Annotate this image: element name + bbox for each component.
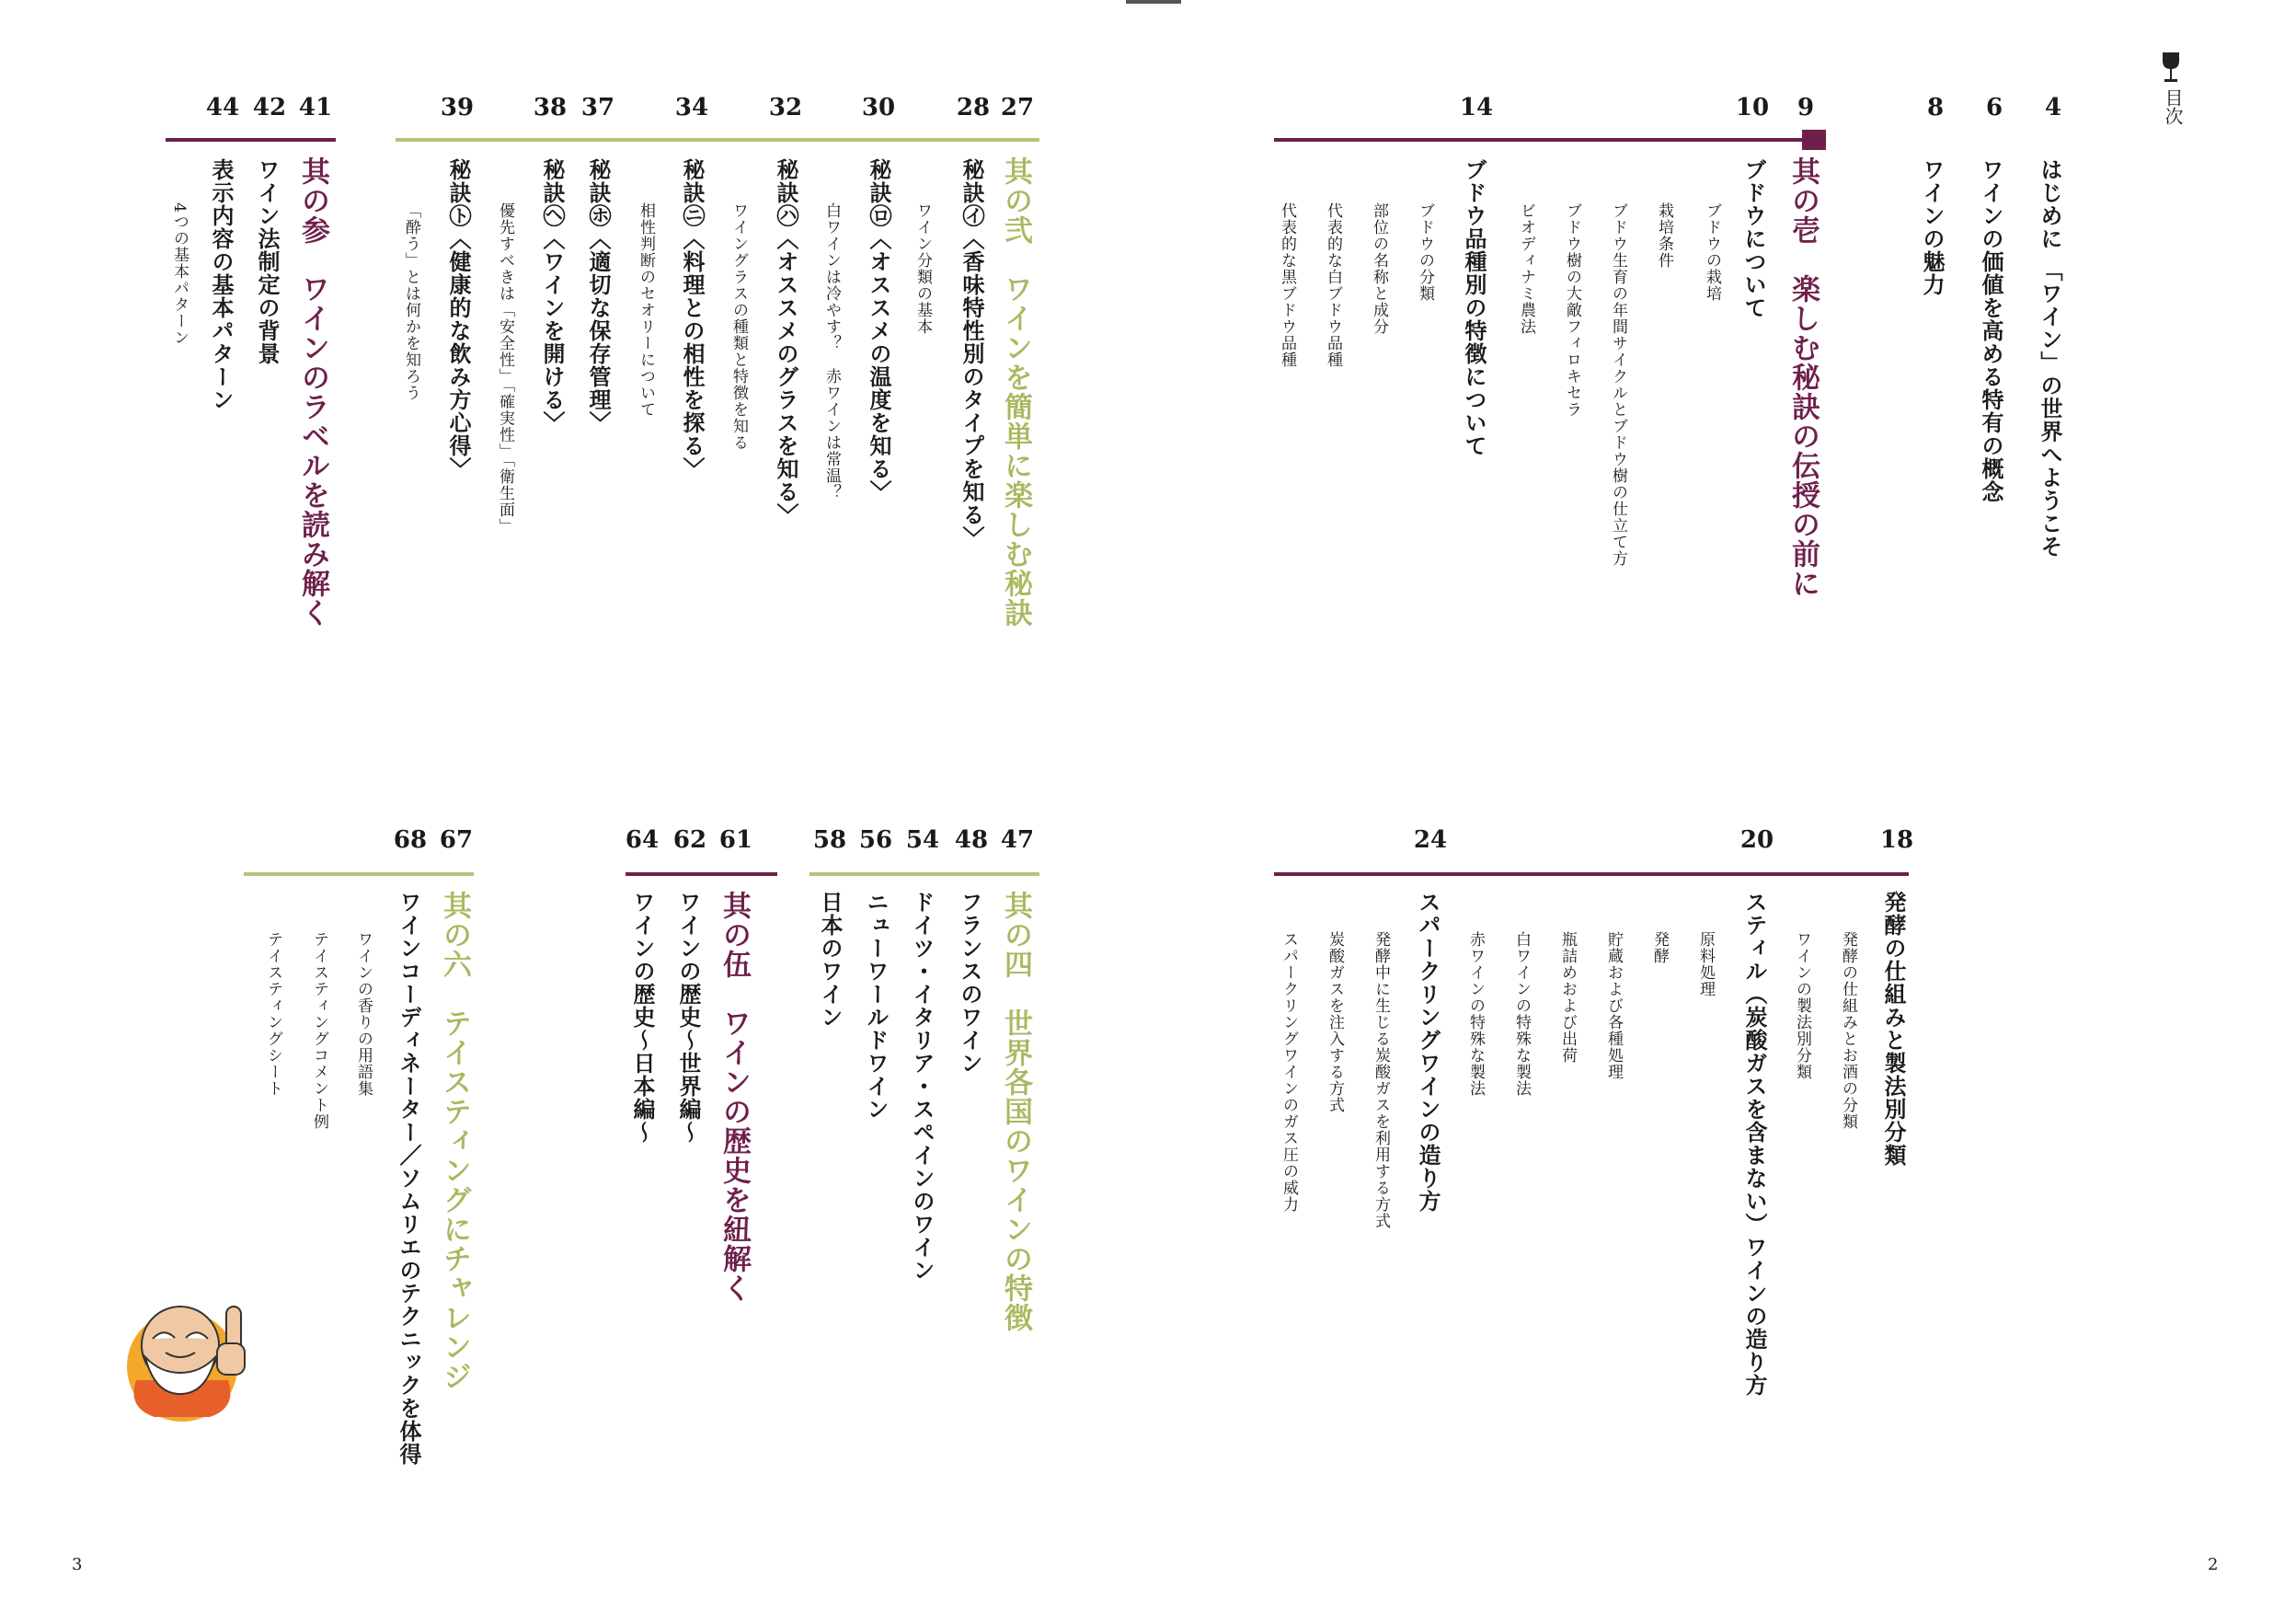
toc-entry[interactable]: ワインコーディネーター／ソムリエのテクニックを体得 [396,891,422,1466]
toc-subentry: 赤ワインの特殊な製法 [1466,931,1485,1097]
toc-subentry: ブドウの分類 [1416,202,1434,302]
toc-entry[interactable]: ワインの価値を高める特有の概念 [1978,158,2004,503]
toc-subentry: テイスティングコメント例 [310,931,328,1130]
toc-entry[interactable]: 日本のワイン [817,891,844,1029]
toc-subentry: 4つの基本パターン [170,202,189,346]
page-number: 8 [1926,94,1945,121]
page-number: 37 [580,94,615,121]
page-number-right: 2 [2208,1555,2219,1574]
toc-subentry: 優先すべきは「安全性」「確実性」「衛生面」 [496,202,514,535]
toc-subentry: 相性判断のセオリーについて [637,202,655,418]
section-heading: 其の四 世界各国のワインの特徴 [999,891,1032,1332]
section-rule [1274,872,1909,876]
toc-subentry: 発酵の仕組みとお酒の分類 [1839,931,1857,1130]
page-number: 56 [858,826,893,854]
page-number: 41 [298,94,333,121]
section-heading: 其の壱 楽しむ秘訣の伝授の前に [1786,156,1820,598]
page-number: 30 [861,94,896,121]
toc-subentry: 白ワインの特殊な製法 [1512,931,1531,1097]
toc-subentry: 栽培条件 [1655,202,1673,269]
toc-subentry: 原料処理 [1696,931,1715,997]
page-number: 64 [625,826,660,854]
toc-subentry: 白ワインは冷やす？ 赤ワインは常温？ [822,202,841,501]
page-number: 6 [1985,94,2003,121]
toc-entry[interactable]: ドイツ・イタリア・スペインのワイン [909,891,936,1282]
toc-entry[interactable]: 秘訣㋑〈香味特性別のタイプを知る〉 [959,158,985,549]
toc-entry[interactable]: ワイン法制定の背景 [254,158,281,365]
page-number: 10 [1735,94,1770,121]
toc-entry[interactable]: スティル（炭酸ガスを含まない）ワインの造り方 [1741,891,1768,1397]
toc-subentry: 貯蔵および各種処理 [1604,931,1623,1080]
section-heading: 其の参 ワインのラベルを読み解く [296,156,329,628]
toc-subentry: ワインの製法別分類 [1793,931,1811,1080]
toc-marker [2152,52,2189,125]
page-number: 34 [674,94,709,121]
toc-entry[interactable]: 秘訣㋺〈オススメの温度を知る〉 [866,158,892,503]
toc-entry[interactable]: 秘訣㋩〈オススメのグラスを知る〉 [773,158,799,526]
toc-subentry: ビオディナミ農法 [1517,202,1535,335]
page-number-left: 3 [72,1555,83,1574]
page-number: 38 [533,94,568,121]
toc-subentry: 発酵 [1650,931,1669,964]
page-number: 58 [812,826,847,854]
toc-entry[interactable]: はじめに 「ワイン」の世界へようこそ [2037,158,2063,559]
toc-subentry: ワイン分類の基本 [913,202,932,335]
sommelier-mascot-illustration [109,1270,265,1426]
toc-subentry: 炭酸ガスを注入する方式 [1326,931,1344,1113]
toc-entry[interactable]: 秘訣㋣〈健康的な飲み方心得〉 [445,158,472,480]
section-heading: 其の伍 ワインの歴史を紐解く [718,891,751,1303]
section-rule [166,138,336,142]
page-number: 4 [2044,94,2062,121]
page-number: 14 [1459,94,1494,121]
toc-entry[interactable]: 表示内容の基本パターン [208,158,235,411]
toc-subentry: ブドウ生育の年間サイクルとブドウ樹の仕立て方 [1609,202,1627,567]
page-number: 48 [954,826,989,854]
toc-subentry: 代表的な黒ブドウ品種 [1278,202,1296,368]
wine-glass-icon [2161,52,2181,83]
section-rule [1274,138,1826,142]
toc-subentry: 代表的な白ブドウ品種 [1324,202,1342,368]
toc-subentry: テイスティングシート [264,931,282,1097]
toc-entry[interactable]: ワインの魅力 [1919,158,1946,296]
toc-entry[interactable]: 秘訣㋬〈ワインを開ける〉 [539,158,566,434]
page-number: 20 [1739,826,1774,854]
toc-entry[interactable]: ワインの歴史～世界編～ [675,891,702,1144]
page-number: 61 [718,826,753,854]
page-number: 9 [1797,94,1815,121]
page-number: 54 [905,826,940,854]
page-number: 28 [956,94,991,121]
page-number: 67 [439,826,474,854]
section-rule [626,872,777,876]
page-number: 24 [1413,826,1448,854]
section-rule [396,138,1039,142]
toc-subentry: 部位の名称と成分 [1370,202,1388,335]
toc-entry[interactable]: 発酵の仕組みと製法別分類 [1880,891,1907,1167]
page-number: 18 [1879,826,1914,854]
toc-subentry: スパークリングワインのガス圧の威力 [1280,931,1298,1213]
toc-label: 目次 [2162,88,2184,125]
page-number: 62 [672,826,707,854]
section-rule [809,872,1039,876]
page-number: 47 [1000,826,1035,854]
toc-entry[interactable]: 秘訣㋭〈適切な保存管理〉 [585,158,612,434]
toc-subentry: 発酵中に生じる炭酸ガスを利用する方式 [1372,931,1390,1229]
section-heading: 其の六 テイスティングにチャレンジ [438,891,471,1391]
section-rule [244,872,474,876]
page-number: 39 [440,94,475,121]
toc-subentry: 瓶詰めおよび出荷 [1558,931,1577,1064]
toc-entry[interactable]: ブドウについて [1740,158,1767,319]
toc-entry[interactable]: スパークリングワインの造り方 [1415,891,1441,1213]
page-number: 42 [252,94,287,121]
toc-entry[interactable]: ブドウ品種別の特徴について [1461,158,1487,457]
page-number: 27 [1000,94,1035,121]
toc-subentry: ワイングラスの種類と特徴を知る [729,202,748,451]
page-number: 68 [393,826,428,854]
page-number: 44 [205,94,240,121]
toc-subentry: ブドウ樹の大敵フィロキセラ [1563,202,1581,418]
toc-entry[interactable]: 秘訣㋥〈料理との相性を探る〉 [679,158,706,480]
top-bar [1126,0,1181,4]
toc-entry[interactable]: ニューワールドワイン [863,891,890,1121]
toc-entry[interactable]: ワインの歴史～日本編～ [629,891,656,1144]
toc-subentry: ワインの香りの用語集 [354,931,373,1097]
page-number: 32 [768,94,803,121]
toc-entry[interactable]: フランスのワイン [957,891,983,1075]
toc-subentry: ブドウの栽培 [1703,202,1721,302]
section-heading: 其の弐 ワインを簡単に楽しむ秘訣 [999,156,1032,628]
toc-subentry: 「酔う」とは何かを知ろう [402,202,420,401]
